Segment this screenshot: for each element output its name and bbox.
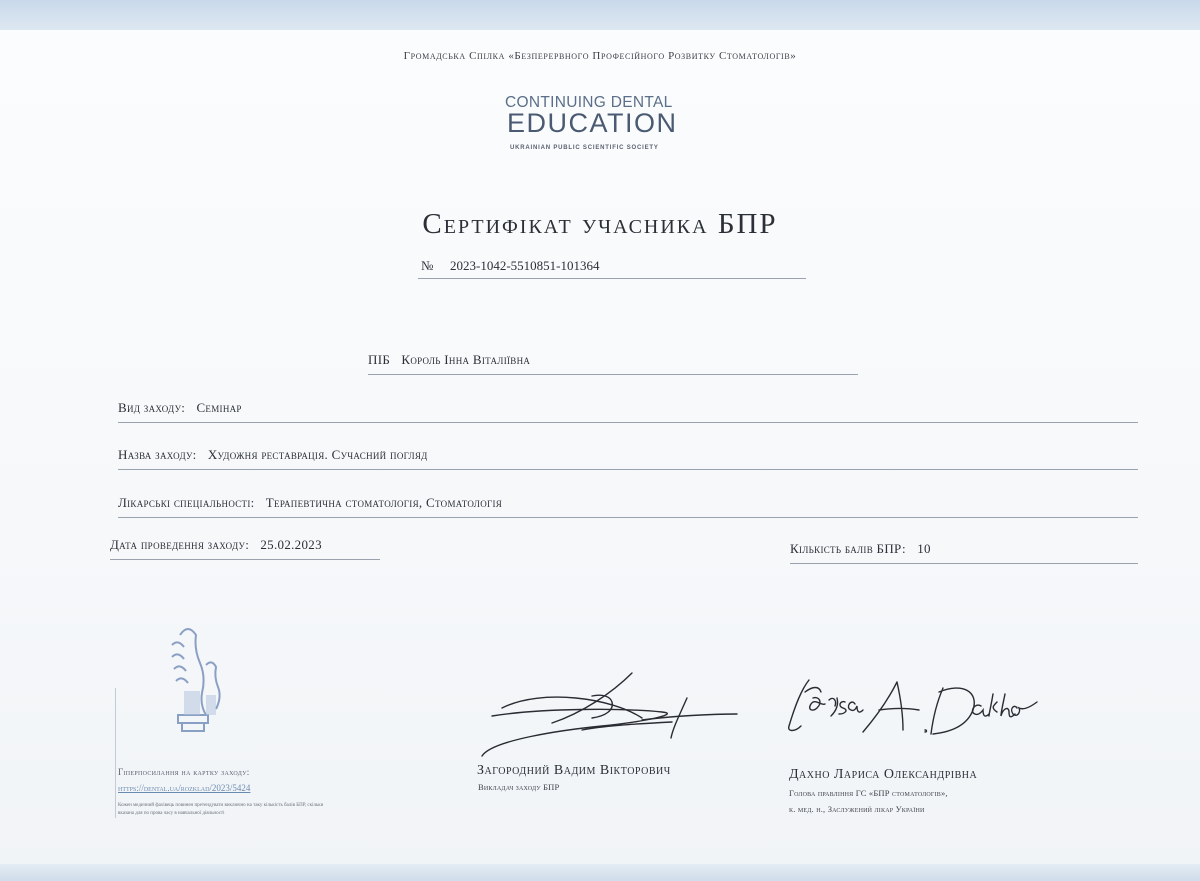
points-label: Кількість балів БПР: <box>790 541 906 556</box>
event-date-value: 25.02.2023 <box>260 537 322 552</box>
chair-role: Голова правління ГС «БПР стоматологів», <box>789 788 948 798</box>
event-type-value: Семінар <box>196 400 242 415</box>
lecturer-role: Викладач заходу БПР <box>478 782 560 792</box>
event-title-label: Назва заходу: <box>118 447 197 462</box>
paper-edge-bottom <box>0 864 1200 881</box>
cde-logo <box>480 92 740 162</box>
divider-line <box>115 688 116 818</box>
chair-credentials: к. мед. н., Заслужений лікар України <box>789 804 925 814</box>
number-value: 2023-1042-5510851-101364 <box>450 258 600 273</box>
logo-line-2: EDUCATION <box>507 108 678 138</box>
link-label: Гіперпосилання на картку заходу: <box>118 767 250 777</box>
column-seal-icon <box>160 615 240 745</box>
event-link[interactable]: https://dental.ua/rozklad/2023/5424 <box>118 783 251 793</box>
lecturer-name: Загородний Вадим Вікторович <box>477 763 671 778</box>
points-value: 10 <box>917 541 931 556</box>
event-type-field <box>118 400 1138 423</box>
certificate-number <box>418 258 806 279</box>
participant-label: ПІБ <box>368 352 391 367</box>
logo-line-1: CONTINUING DENTAL <box>505 94 673 111</box>
certificate-title: Сертифікат учасника БПР <box>422 208 778 240</box>
participant-name-field <box>368 352 858 375</box>
lecturer-signature-icon <box>472 668 742 763</box>
fine-print-note: Кожен медичний фахівець повинен претендувати виключно на таку кількість балів БПР, скільки вказана для по прова часу в навчальної діяльності <box>118 803 324 816</box>
points-field <box>790 541 1138 564</box>
chair-name: Дахно Лариса Олександрівна <box>789 767 978 782</box>
number-label: № <box>421 258 434 273</box>
specialties-field <box>118 495 1138 518</box>
specialties-label: Лікарські спеціальності: <box>118 495 255 510</box>
chair-signature-icon <box>785 672 1050 744</box>
participant-value: Король Інна Віталіївна <box>401 352 531 367</box>
event-title-value: Художня реставрація. Сучасний погляд <box>207 447 428 462</box>
specialties-value: Терапевтична стоматологія, Стоматологія <box>265 495 503 510</box>
logo-line-3: UKRAINIAN PUBLIC SCIENTIFIC SOCIETY <box>510 145 659 151</box>
event-title-field <box>118 447 1138 470</box>
event-date-label: Дата проведення заходу: <box>110 537 250 552</box>
organization-name: Громадська Спілка «Безперервного Професійного Розвитку Стоматологів» <box>403 50 797 62</box>
event-type-label: Вид заходу: <box>118 400 186 415</box>
event-date-field <box>110 537 380 560</box>
